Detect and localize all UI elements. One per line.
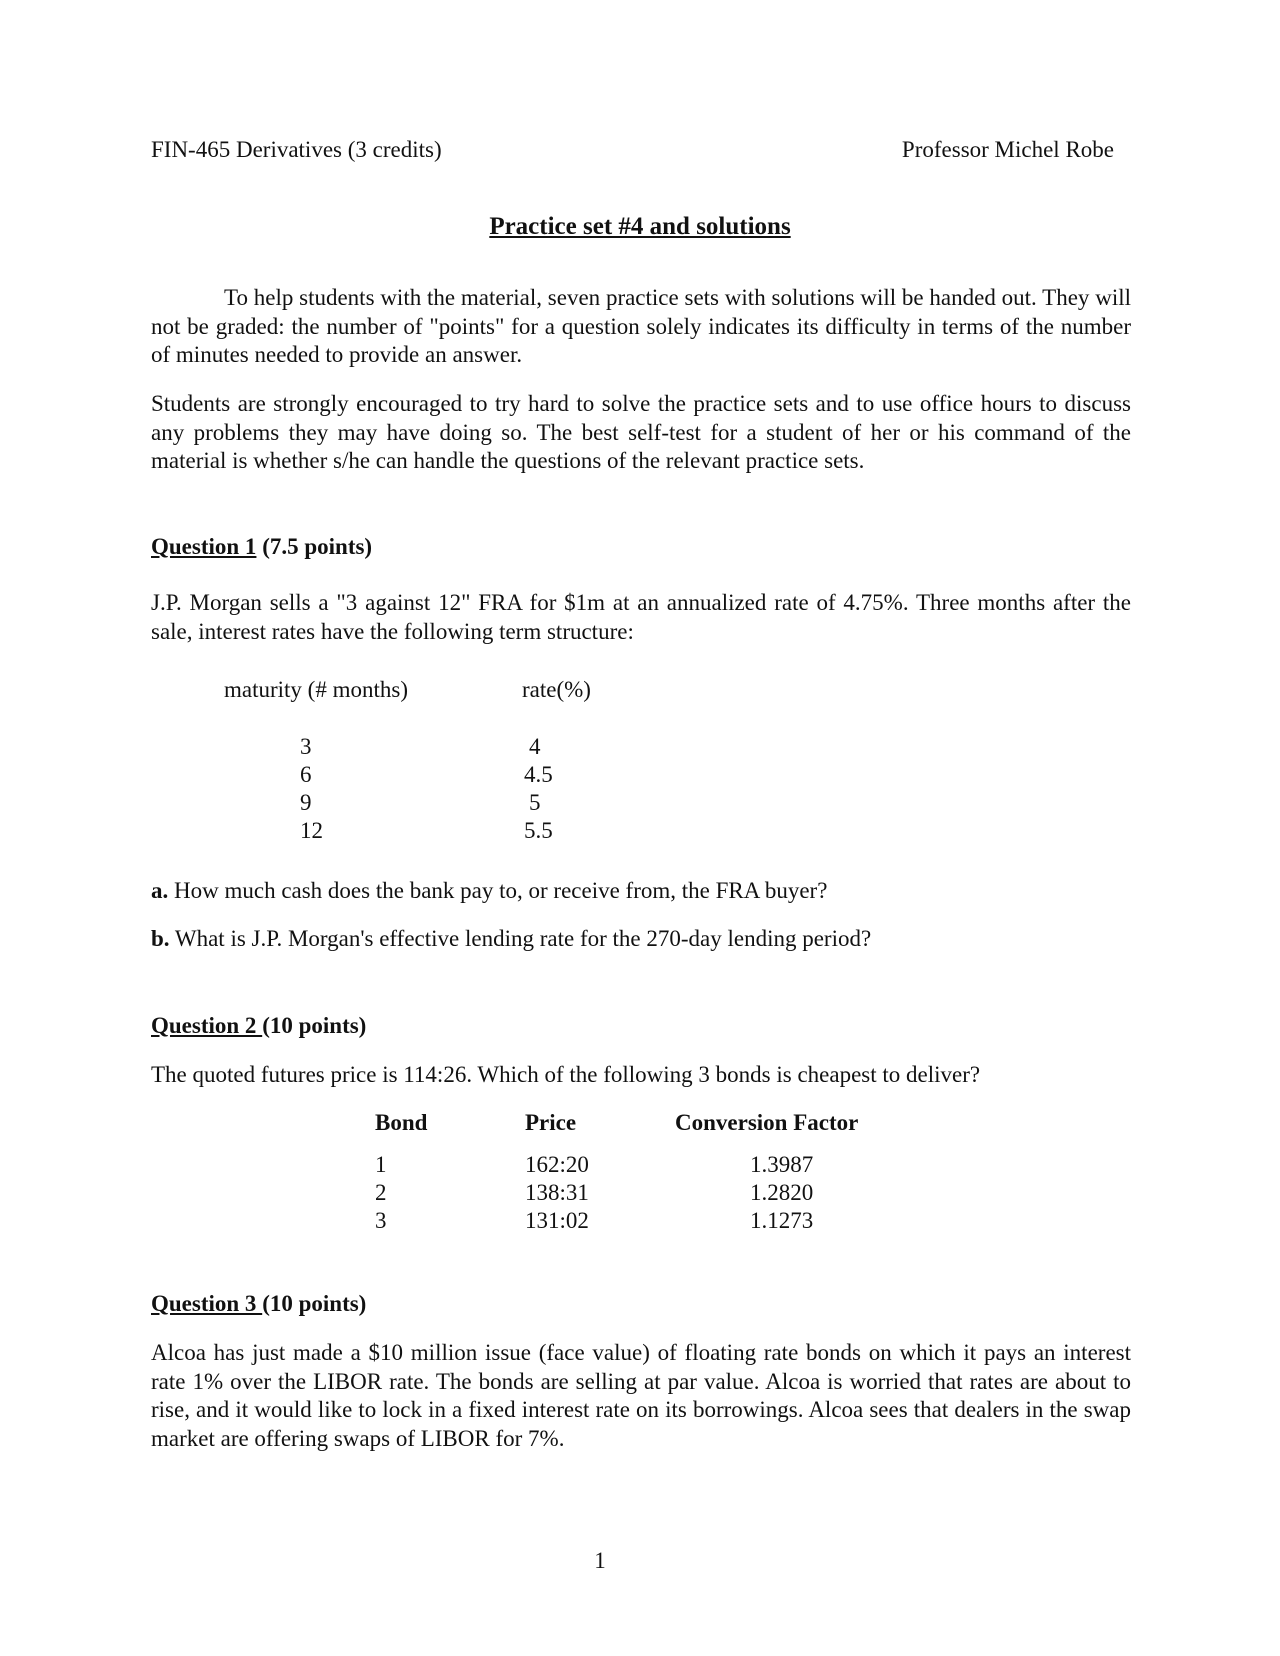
question-1-body: J.P. Morgan sells a "3 against 12" FRA for $1m at an annualized rate of 4.75%. Three months after the sale, interest rates have the following term structure:: [151, 590, 1131, 644]
question-2-text: The quoted futures price is 114:26. Which of the following 3 bonds is cheapest to deliver?: [151, 1062, 981, 1087]
table-cell-price: 138:31: [525, 1180, 589, 1205]
table-cell-cf: 1.2820: [750, 1180, 814, 1205]
price-header: Price: [525, 1110, 577, 1135]
question-3-text: [151, 1339, 1131, 1453]
professor-header: Professor Michel Robe: [901, 137, 1114, 162]
table-cell-rate: 4: [529, 734, 541, 759]
intro-paragraph-1: [151, 284, 1131, 370]
page-title: [0, 213, 1280, 241]
table-cell-cf: 1.1273: [750, 1208, 814, 1233]
question-1-heading: [151, 534, 372, 560]
question-3-points: (10 points): [262, 1291, 367, 1316]
table-cell-maturity: 3: [300, 734, 312, 759]
bonds-table: [375, 1109, 935, 1239]
question-2-points: (10 points): [262, 1013, 367, 1038]
table-cell-price: 131:02: [525, 1208, 589, 1233]
table-cell-rate: 5: [529, 790, 541, 815]
table-cell-bond: 3: [375, 1208, 387, 1233]
maturity-header: maturity (# months): [224, 677, 408, 702]
question-2-heading: [151, 1013, 366, 1039]
question-1-label: Question 1: [151, 534, 257, 559]
question-1-points: (7.5 points): [256, 534, 373, 559]
intro-text-2: Students are strongly encouraged to try hard to solve the practice sets and to use office hours to discuss any problems they may have doing so. The best self-test for a student of her or his command of the material is whether s/he can handle the questions of the relevant practice sets.: [151, 391, 1131, 473]
question-1b: [151, 925, 871, 953]
table-cell-maturity: 12: [300, 818, 323, 843]
page-title-text: Practice set #4 and solutions: [489, 213, 791, 240]
table-cell-rate: 5.5: [524, 818, 553, 843]
course-header: FIN-465 Derivatives (3 credits): [151, 137, 442, 162]
question-1-text: [151, 589, 1131, 646]
bond-header: Bond: [375, 1110, 428, 1135]
intro-paragraph-2: [151, 390, 1131, 476]
question-3-label: Question 3: [151, 1291, 263, 1316]
question-1b-text: What is J.P. Morgan's effective lending rate for the 270-day lending period?: [169, 926, 872, 951]
question-3-heading: [151, 1291, 366, 1317]
rate-header: rate(%): [522, 677, 591, 702]
conversion-factor-header: Conversion Factor: [675, 1110, 859, 1135]
table-cell-rate: 4.5: [524, 762, 553, 787]
term-structure-table: [224, 676, 724, 856]
table-cell-maturity: 6: [300, 762, 312, 787]
question-1a-text: How much cash does the bank pay to, or receive from, the FRA buyer?: [168, 878, 828, 903]
question-2-label: Question 2: [151, 1013, 263, 1038]
table-cell-bond: 2: [375, 1180, 387, 1205]
table-cell-maturity: 9: [300, 790, 312, 815]
question-3-body: Alcoa has just made a $10 million issue (face value) of floating rate bonds on which it pays an interest rate 1% over the LIBOR rate. The bonds are selling at par value. Alcoa is worried that rates are about to rise, and it would like to lock in a fixed interest rate on its borrowings. Alcoa sees that dealers in the swap market are offering swaps of LIBOR for 7%.: [151, 1340, 1131, 1451]
table-cell-cf: 1.3987: [750, 1152, 814, 1177]
table-cell-price: 162:20: [525, 1152, 589, 1177]
page-number: 1: [594, 1548, 606, 1573]
question-1b-label: b.: [151, 926, 170, 951]
table-cell-bond: 1: [375, 1152, 387, 1177]
intro-text-1: To help students with the material, seven practice sets with solutions will be handed out. They will not be graded: the number of "points" for a question solely indicates its difficulty in terms of the number of minutes needed to provide an answer.: [151, 285, 1131, 367]
question-1a-label: a.: [151, 878, 169, 903]
question-1a: [151, 877, 827, 905]
